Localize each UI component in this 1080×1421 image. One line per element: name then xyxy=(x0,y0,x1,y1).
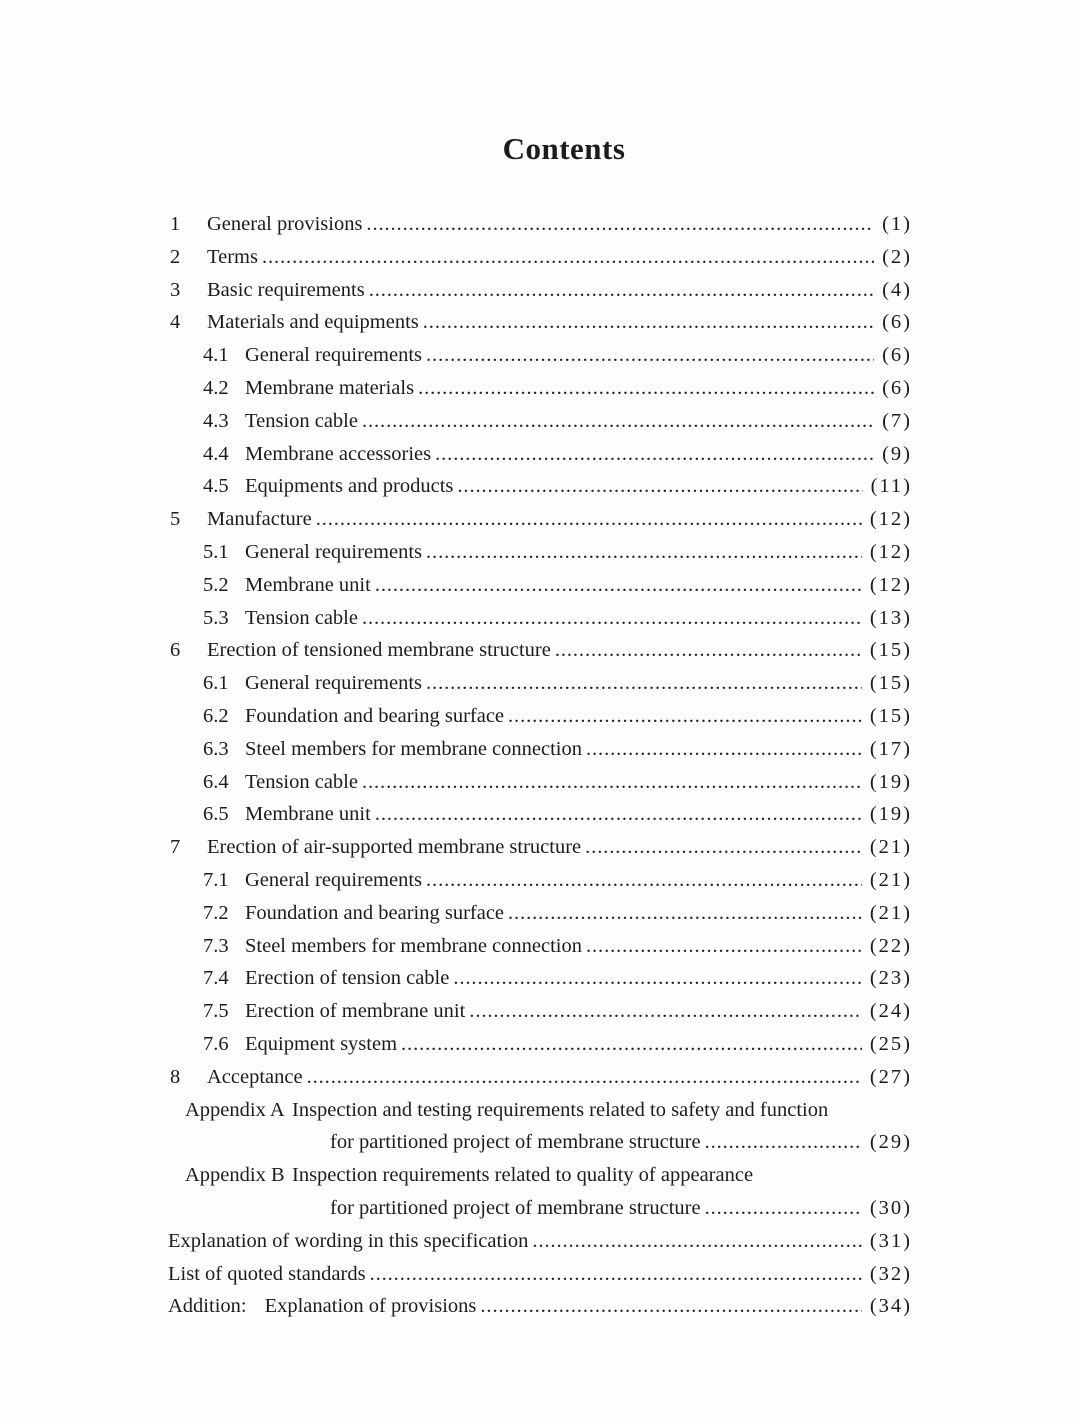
toc-dot-leader xyxy=(705,1192,862,1225)
toc-row xyxy=(168,700,912,733)
toc-row-number: 1 xyxy=(170,213,181,235)
toc-dot-leader xyxy=(366,208,874,241)
toc-row-page: (7) xyxy=(882,409,912,432)
toc-row-page: (31) xyxy=(869,1229,912,1252)
toc-row-page: (4) xyxy=(882,278,912,301)
toc-row xyxy=(168,1061,912,1094)
toc-row-number: 5.3 xyxy=(203,606,229,629)
toc-row-number: 3 xyxy=(170,278,181,301)
toc-row-label: Erection of air-supported membrane structure xyxy=(207,836,582,859)
toc-dot-leader xyxy=(508,897,862,930)
toc-row-label: General requirements xyxy=(245,344,423,367)
toc-row-number: 7.3 xyxy=(203,934,229,957)
toc-row-label: Steel members for membrane connection xyxy=(245,737,582,760)
toc-row-number: 6 xyxy=(170,639,181,662)
toc-row-page: (2) xyxy=(882,245,912,268)
toc-row-page: (34) xyxy=(869,1295,912,1318)
toc-row-label: List of quoted standards xyxy=(168,1262,366,1285)
toc-row-label: Inspection and testing requirements related to safety and function xyxy=(292,1098,829,1121)
toc-row-page: (12) xyxy=(869,508,912,531)
toc-row xyxy=(168,1290,912,1323)
toc-dot-leader xyxy=(480,1290,861,1323)
toc-dot-leader xyxy=(586,930,862,963)
toc-row-number: 5 xyxy=(170,508,181,531)
toc-row-number: 6.1 xyxy=(203,672,229,695)
toc-row-label: Steel members for membrane connection xyxy=(245,934,582,957)
toc-row-number: 7.5 xyxy=(203,1000,229,1023)
toc-dot-leader xyxy=(532,1225,861,1258)
toc-row xyxy=(168,930,912,963)
toc-row xyxy=(168,897,912,930)
toc-row xyxy=(168,503,912,536)
toc-row-page: (12) xyxy=(869,540,912,563)
toc-row-label: for partitioned project of membrane structure xyxy=(330,1196,701,1219)
toc-row-number: 6.5 xyxy=(203,803,229,826)
toc-dot-leader xyxy=(435,438,874,471)
toc-dot-leader xyxy=(362,405,874,438)
toc-row-number: 7.4 xyxy=(203,967,229,990)
toc-row xyxy=(168,372,912,405)
toc-row-label: Terms xyxy=(207,245,258,268)
toc-row-number: 6.2 xyxy=(203,704,229,727)
toc-row-label: Erection of tension cable xyxy=(245,967,450,990)
toc-dot-leader xyxy=(316,503,862,536)
toc-dot-leader xyxy=(457,470,862,503)
toc-row xyxy=(168,962,912,995)
toc-dot-leader xyxy=(469,995,862,1028)
toc-dot-leader xyxy=(370,1258,862,1291)
toc-row-label: Membrane unit xyxy=(245,573,371,596)
toc-row-label: General requirements xyxy=(245,868,423,891)
toc-row-page: (23) xyxy=(869,967,912,990)
toc-row xyxy=(168,1192,912,1225)
toc-row-number: 8 xyxy=(170,1065,181,1088)
toc-dot-leader xyxy=(426,864,862,897)
toc-row xyxy=(168,536,912,569)
toc-row-label: Explanation of provisions xyxy=(264,1295,477,1318)
toc-row-page: (25) xyxy=(869,1032,912,1055)
toc-row-page: (15) xyxy=(869,639,912,662)
toc-row-label: Erection of membrane unit xyxy=(245,1000,466,1023)
toc-row xyxy=(168,798,912,831)
toc-dot-leader xyxy=(426,339,874,372)
toc-row-number: 6.3 xyxy=(203,737,229,760)
toc-row-page: (9) xyxy=(882,442,912,465)
toc-row-page: (6) xyxy=(882,311,912,334)
toc-row xyxy=(168,1126,912,1159)
toc-row xyxy=(168,634,912,667)
toc-row xyxy=(168,1028,912,1061)
toc-row-page: (15) xyxy=(869,704,912,727)
toc-row-number: 7.6 xyxy=(203,1032,229,1055)
toc-row-label: Tension cable xyxy=(245,606,358,629)
toc-row-number: 4 xyxy=(170,311,181,334)
toc-row xyxy=(168,667,912,700)
toc-dot-leader xyxy=(453,962,861,995)
toc-row xyxy=(168,864,912,897)
toc-dot-leader xyxy=(585,831,862,864)
toc-row xyxy=(168,602,912,635)
toc-row-label: Equipment system xyxy=(245,1032,398,1055)
toc-row-label: General requirements xyxy=(245,672,423,695)
toc-row xyxy=(168,241,912,274)
toc-dot-leader xyxy=(586,733,862,766)
toc-row-number: 5.1 xyxy=(203,540,229,563)
toc-row-page: (27) xyxy=(869,1065,912,1088)
toc-row xyxy=(168,470,912,503)
toc-row-number: 7 xyxy=(170,836,181,859)
toc-row-number: 6.4 xyxy=(203,770,229,793)
toc-row-label: Inspection requirements related to quality of appearance xyxy=(292,1164,754,1187)
toc-row xyxy=(168,306,912,339)
toc-dot-leader xyxy=(375,798,862,831)
toc-row-page: (21) xyxy=(869,868,912,891)
toc-row-number: 7.1 xyxy=(203,868,229,891)
toc-row-page: (30) xyxy=(869,1196,912,1219)
toc-row-page: (21) xyxy=(869,901,912,924)
toc-dot-leader xyxy=(508,700,862,733)
page-title: Contents xyxy=(502,131,626,166)
toc-row-number: 4.4 xyxy=(203,442,229,465)
toc-row xyxy=(168,1225,912,1258)
toc-row-label: Explanation of wording in this specification xyxy=(168,1229,529,1252)
toc-row xyxy=(168,569,912,602)
toc-row-page: (24) xyxy=(869,1000,912,1023)
toc-row-page: (6) xyxy=(882,344,912,367)
toc-row-page: (22) xyxy=(869,934,912,957)
toc-row-number: 7.2 xyxy=(203,901,229,924)
toc-row-page: (13) xyxy=(869,606,912,629)
toc-row-page: (19) xyxy=(869,770,912,793)
toc-row-label: Basic requirements xyxy=(207,278,365,301)
toc-row-page: (6) xyxy=(882,376,912,399)
toc-dot-leader xyxy=(362,766,862,799)
toc-row-number: Appendix B xyxy=(185,1164,285,1187)
toc-row-page: (19) xyxy=(869,803,912,826)
toc-row-number: 4.1 xyxy=(203,344,229,367)
toc-row xyxy=(168,1159,912,1192)
toc-dot-leader xyxy=(369,274,874,307)
toc-row-number: 4.2 xyxy=(203,376,229,399)
toc-row xyxy=(168,274,912,307)
toc-row-label: Tension cable xyxy=(245,409,358,432)
toc-row-label: General requirements xyxy=(245,540,423,563)
toc-row-label: Equipments and products xyxy=(245,475,454,498)
toc-row-number: 2 xyxy=(170,245,181,268)
toc-row-page: (21) xyxy=(869,836,912,859)
toc-dot-leader xyxy=(262,241,874,274)
toc-dot-leader xyxy=(375,569,862,602)
toc-row xyxy=(168,733,912,766)
toc-row-label: General provisions xyxy=(207,213,363,235)
toc-row xyxy=(168,438,912,471)
toc-dot-leader xyxy=(426,667,862,700)
toc-row xyxy=(168,208,912,241)
toc-row xyxy=(168,339,912,372)
toc-dot-leader xyxy=(401,1028,862,1061)
toc-row-number: 4.3 xyxy=(203,409,229,432)
toc-dot-leader xyxy=(307,1061,862,1094)
toc-row xyxy=(168,1094,912,1127)
toc-row-number: 5.2 xyxy=(203,573,229,596)
toc-dot-leader xyxy=(555,634,862,667)
toc-row-label: Membrane unit xyxy=(245,803,371,826)
toc-row-label: Foundation and bearing surface xyxy=(245,704,505,727)
toc-dot-leader xyxy=(426,536,862,569)
toc-row-label: for partitioned project of membrane structure xyxy=(330,1131,701,1154)
toc-row-page: (29) xyxy=(869,1131,912,1154)
toc-row-label: Erection of tensioned membrane structure xyxy=(207,639,551,662)
toc-dot-leader xyxy=(705,1126,862,1159)
toc-row-page: (17) xyxy=(869,737,912,760)
toc-row-label: Membrane materials xyxy=(245,376,415,399)
toc-row-label: Materials and equipments xyxy=(207,311,419,334)
toc-dot-leader xyxy=(362,602,862,635)
toc-list xyxy=(168,208,912,1323)
toc-row xyxy=(168,831,912,864)
toc-row-label: Tension cable xyxy=(245,770,358,793)
toc-row-label: Membrane accessories xyxy=(245,442,432,465)
toc-row-number: 4.5 xyxy=(203,475,229,498)
toc-row-page: (1) xyxy=(882,213,912,235)
toc-row-page: (15) xyxy=(869,672,912,695)
toc-row xyxy=(168,995,912,1028)
toc-row-number: Appendix A xyxy=(185,1098,285,1121)
toc-dot-leader xyxy=(418,372,874,405)
toc-dot-leader xyxy=(423,306,874,339)
toc-row xyxy=(168,766,912,799)
toc-row xyxy=(168,405,912,438)
toc-row-number: Addition: xyxy=(168,1295,247,1318)
toc-row-label: Acceptance xyxy=(207,1065,303,1088)
toc-row-page: (12) xyxy=(869,573,912,596)
toc-row-page: (32) xyxy=(869,1262,912,1285)
toc-row-page: (11) xyxy=(870,475,912,498)
toc-row-label: Foundation and bearing surface xyxy=(245,901,505,924)
toc-row-label: Manufacture xyxy=(207,508,312,531)
toc-row xyxy=(168,1258,912,1291)
